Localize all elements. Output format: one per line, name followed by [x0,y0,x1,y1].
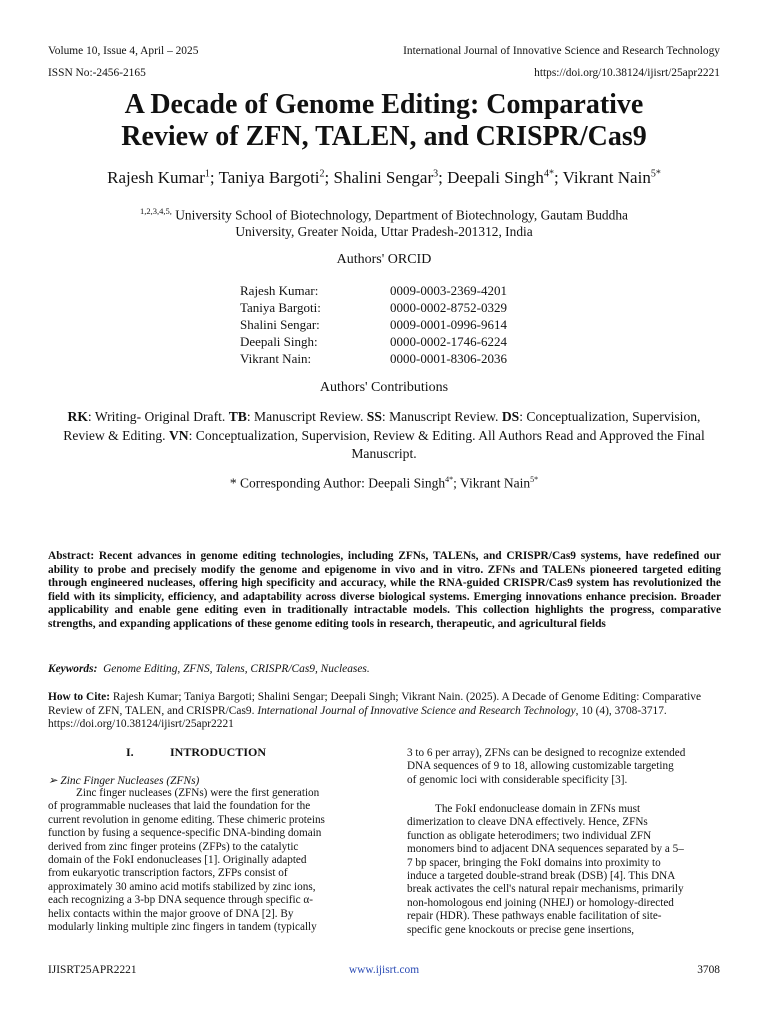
left-column-paragraph: Zinc finger nucleases (ZFNs) were the first generation of programmable nucleases that laid the foundation for the current revolution in genome editing. These chimeric proteins function by fusing a sequence-specific DNA-binding domain derived from zinc finger proteins (ZFPs) to the catalytic domain of the FokI endonucleases [1]. Originally adapted from eukaryotic transcription factors, ZFPs consist of approximately 30 amino acid motifs stabilized by zinc ions, each recognizing a 3-bp DNA sequence through specific α- helix contacts within the major groove of DNA [2]. By modularly linking multiple zinc fingers in tandem (typically [48,787,325,934]
author-list: Rajesh Kumar$^1$; Taniya Bargoti$^2$; Shalini Sengar$^3$; Deepali Singh$^{4*}$; Vikrant Nain$^{5*}$ [107,168,661,187]
author: Shalini Sengar$^3$ [333,168,439,187]
orcid-heading: Authors' ORCID [336,252,432,267]
abstract: Abstract: Recent advances in genome editing technologies, including ZFNs, TALENs, and CRISPR/Cas9 systems, have redefined our ability to probe and precisely modify the genome and epigenome in vivo and in vitro. ZFNs and TALENs pioneered targeted editing through engineered nucleases, offering high specificity and accuracy, while the RNA-guided CRISPR/Cas9 system has revolutionized the field with its simplicity, efficiency, and adaptability across diverse biological systems. Emerging innovations enhance precision. Broader applicability and enable gene editing even in traditionally intractable models. This collection highlights the progress, comparative strengths, and expanding applications of these genome editing tools in research, therapeutic, and agricultural fields [48,550,721,630]
keywords: Keywords: Genome Editing, ZFNS, Talens, CRISPR/Cas9, Nucleases. [48,663,370,675]
author: Rajesh Kumar$^1$ [107,168,210,187]
how-to-cite: How to Cite: Rajesh Kumar; Taniya Bargoti; Shalini Sengar; Deepali Singh; Vikrant Nain. (2025). A Decade of Genome Editing: Comparative Review of ZFN, TALEN, and CRISPR/Cas9. International Journal of Innovative Science and Research Technology, 10 (4), 3708-3717. https://doi.org/10.38124/ijisrt/25apr2221 [48,691,702,731]
subsection-heading: ➢ Zinc Finger Nucleases (ZFNs) [48,775,200,787]
author: Taniya Bargoti$^2$ [218,168,325,187]
section-number: I. [126,745,134,759]
footer-paper-id: IJISRT25APR2221 [48,964,137,976]
contributions-text: RK: Writing- Original Draft. TB: Manuscript Review. SS: Manuscript Review. DS: Conceptualization, Supervision, Review & Editing. VN: Conceptualization, Supervision, Review & Editing. All Authors Read and Approved the Final Manuscript. [63,409,705,461]
paper-title-line-2: Review of ZFN, TALEN, and CRISPR/Cas9 [121,121,647,152]
page-number: 3708 [697,964,720,976]
contributions-heading: Authors' Contributions [319,380,449,395]
issn: ISSN No:-2456-2165 [48,67,146,79]
doi-link[interactable]: https://doi.org/10.38124/ijisrt/25apr2221 [534,67,720,79]
section-title: INTRODUCTION [170,745,267,759]
corresponding-author: * Corresponding Author: Deepali Singh$^{4*}$; Vikrant Nain$^{5*}$ [229,475,539,491]
volume-info: Volume 10, Issue 4, April – 2025 [48,45,199,57]
arrow-bullet-icon: ➢ [48,775,58,787]
author: Deepali Singh$^{4*}$ [447,168,554,187]
website-link[interactable]: www.ijisrt.com [348,964,420,976]
author: Vikrant Nain$^{5*}$ [562,168,661,187]
right-column-paragraph-1: 3 to 6 per array), ZFNs can be designed to recognize extended DNA sequences of 9 to 18, allowing customizable targeting of genomic loci with considerable specificity [3]. [407,747,686,786]
affiliation: $^{1,2,3,4,5,}$ University School of Biotechnology, Department of Biotechnology, Gautam Buddha University, Greater Noida, Uttar Pradesh-201312, India [140,206,628,240]
journal-name: International Journal of Innovative Science and Research Technology [403,45,720,57]
footer-website [0,964,768,976]
paper-title-line-1: A Decade of Genome Editing: Comparative [124,89,644,120]
right-column-paragraph-2: The FokI endonuclease domain in ZFNs must dimerization to cleave DNA effectively. Hence, ZFNs function as obligate heterodimers; two individual ZFN monomers bind to adjacent DNA sequences separated by a 5– 7 bp spacer, bringing the FokI domains into proximity to induce a targeted double-strand break (DSB) [4]. This DNA break activates the cell's natural repair mechanisms, primarily non-homologous end joining (NHEJ) or homology-directed repair (HDR). These pathways enable facilitation of site- specific gene knockouts or precise gene insertions, [407,803,684,936]
